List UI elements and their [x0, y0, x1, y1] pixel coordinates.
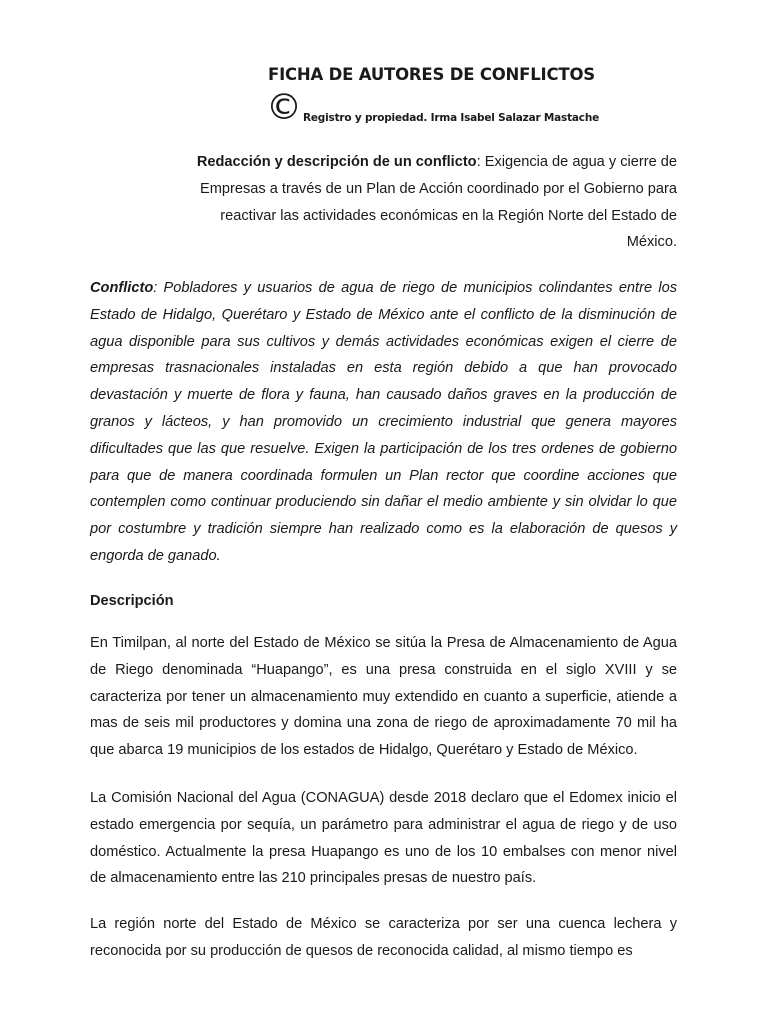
body-paragraph: La Comisión Nacional del Agua (CONAGUA) desde 2018 declaro que el Edomex inicio el estado emergencia por sequía, un parámetro para administrar el agua de riego y de uso doméstico. Actualmente la presa Huapango es uno de los 10 embalses con menor nivel de almacenamiento entre las 210 principales presas de nuestro país.: [90, 790, 677, 887]
conflicto-label: Conflicto: [90, 280, 154, 296]
redaccion-paragraph: [170, 149, 677, 256]
descripcion-heading: Descripción: [90, 593, 174, 609]
copyright-text: Registro y propiedad. Irma Isabel Salazar Mastache: [303, 112, 600, 124]
copyright-line: [266, 87, 600, 128]
copyright-icon: ©: [266, 87, 302, 128]
redaccion-text: : Exigencia de agua y cierre de Empresas a través de un Plan de Acción coordinado por el Gobierno para reactivar las actividades económicas en la Región Norte del Estado de México.: [199, 154, 677, 251]
redaccion-label: Redacción y descripción de un conflicto: [196, 154, 477, 170]
conflicto-paragraph: [90, 275, 677, 570]
body-paragraph: La región norte del Estado de México se caracteriza por ser una cuenca lechera y reconocida por su producción de quesos de reconocida calidad, al mismo tiempo es: [90, 916, 677, 959]
body-paragraph: En Timilpan, al norte del Estado de México se sitúa la Presa de Almacenamiento de Agua de Riego denominada “Huapango”, es una presa construida en el siglo XVIII y se caracteriza por tener un almacenamiento muy extendido en cuanto a superficie, atiende a mas de seis mil productores y domina una zona de riego de aproximadamente 70 mil ha que abarca 19 municipios de los estados de Hidalgo, Querétaro y Estado de México.: [90, 635, 677, 759]
document-page: [90, 0, 677, 1024]
document-title: FICHA DE AUTORES DE CONFLICTOS: [268, 65, 595, 84]
conflicto-text: : Pobladores y usuarios de agua de riego de municipios colindantes entre los Estado de Hidalgo, Querétaro y Estado de México ante el conflicto de la disminución de agua disponible para sus cultivos y demás actividades económicas exigen el cierre de empresas trasnacionales instaladas en esta región debido a que han provocado devastación y muerte de flora y fauna, han causado daños graves en la producción de granos y lácteos, y han promovido un crecimiento industrial que genera mayores dificultades que las que resuelve. Exigen la participación de los tres ordenes de gobierno para que de manera coordinada formulen un Plan rector que coordine acciones que contemplen como continuar produciendo sin dañar el medio ambiente y sin olvidar lo que por costumbre y tradición siempre han realizado como es la elaboración de quesos y engorda de ganado.: [90, 280, 677, 564]
